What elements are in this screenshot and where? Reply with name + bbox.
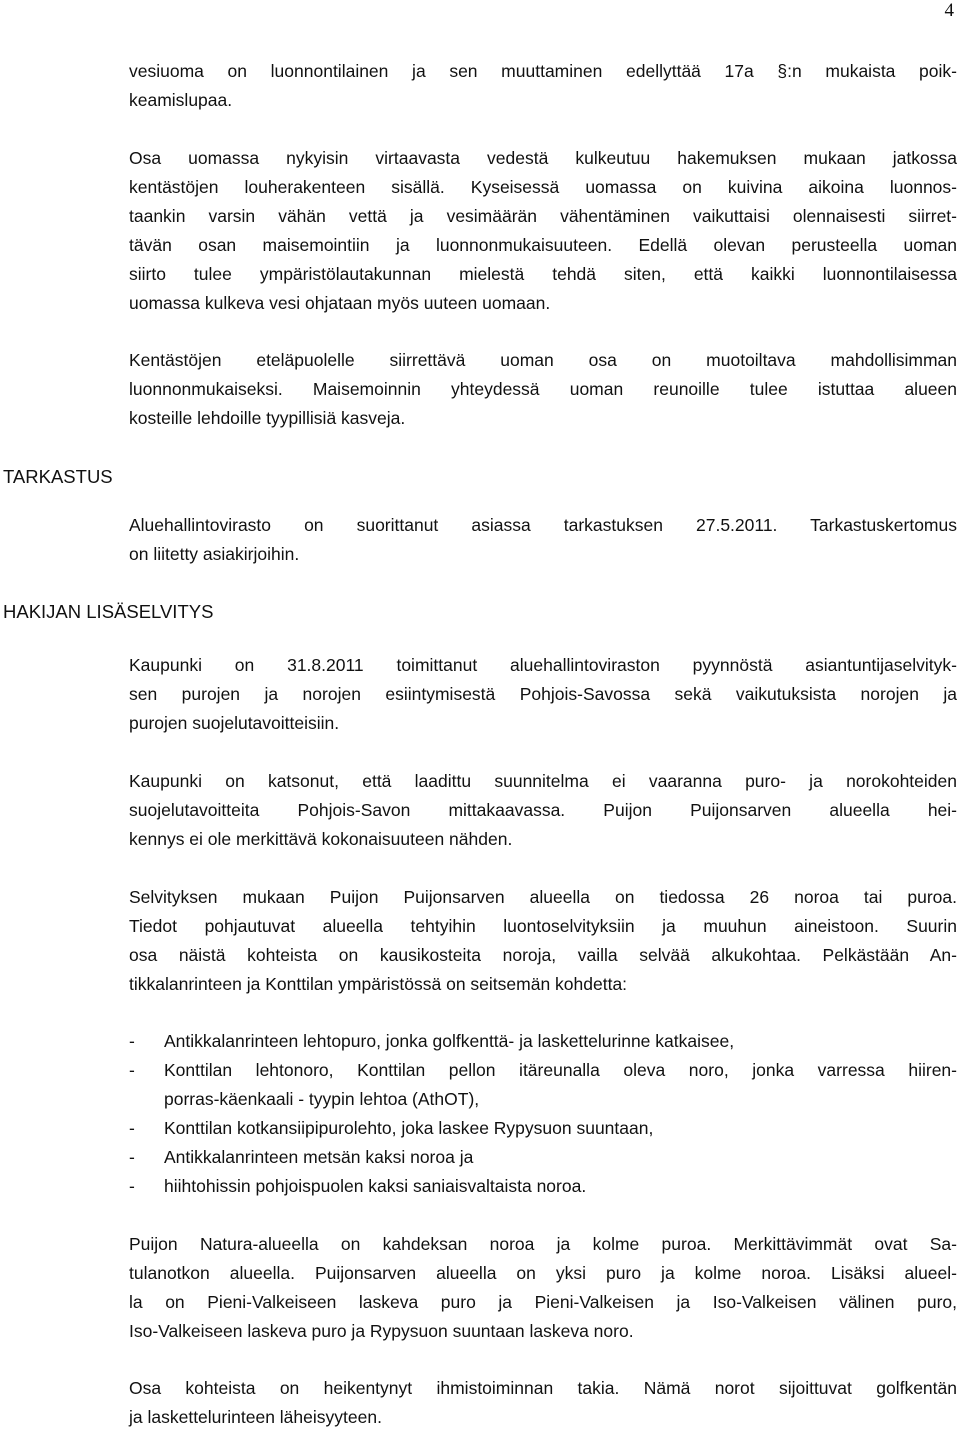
list-item-text: Konttilan kotkansiipipurolehto, joka laskee Rypysuon suuntaan, — [164, 1118, 654, 1138]
text-line: kosteille lehdoille tyypillisiä kasveja. — [129, 408, 406, 428]
text-line: osa näistä kohteista on kausikosteita noroja, vailla selvää alkukohtaa. Pelkästään An- — [129, 945, 957, 965]
text-line: keamislupaa. — [129, 90, 233, 110]
text-line: uomassa kulkeva vesi ohjataan myös uuteen uomaan. — [129, 293, 551, 313]
text-line: kentästöjen louherakenteen sisällä. Kyseisessä uomassa on kuivina aikoina luonnos- — [129, 177, 957, 197]
list-item — [129, 1114, 957, 1143]
text-line: Tiedot pohjautuvat alueella tehtyihin luontoselvityksiin ja muuhun aineistoon. Suurin — [129, 916, 957, 936]
text-line: siirto tulee ympäristölautakunnan mielestä tehdä siten, että kaikki luonnontilaisessa — [129, 264, 957, 284]
section-heading-hakijan-lisaselvitys: HAKIJAN LISÄSELVITYS — [3, 601, 214, 622]
text-line: Aluehallintovirasto on suorittanut asiassa tarkastuksen 27.5.2011. Tarkastuskertomus — [129, 515, 957, 535]
text-line: luonnonmukaiseksi. Maisemoinnin yhteydessä uoman reunoille tulee istuttaa alueen — [129, 379, 957, 399]
text-line: Puijon Natura-alueella on kahdeksan noroa ja kolme puroa. Merkittävimmät ovat Sa- — [129, 1234, 957, 1254]
text-line: suojelutavoitteita Pohjois-Savon mittakaavassa. Puijon Puijonsarven alueella hei- — [129, 800, 957, 820]
text-line: tulanotkon alueella. Puijonsarven alueella on yksi puro ja kolme noroa. Lisäksi alueel- — [129, 1263, 957, 1283]
list-item — [129, 1143, 957, 1172]
text-line: Selvityksen mukaan Puijon Puijonsarven alueella on tiedossa 26 noroa tai puroa. — [129, 887, 957, 907]
text-line: la on Pieni-Valkeiseen laskeva puro ja Pieni-Valkeisen ja Iso-Valkeisen välinen puro, — [129, 1292, 957, 1312]
list-dash: - — [129, 1118, 135, 1138]
list-item-text: Antikkalanrinteen lehtopuro, jonka golfkenttä- ja laskettelurinne katkaisee, — [164, 1031, 735, 1051]
text-line: tikkalanrinteen ja Konttilan ympäristössä on seitsemän kohdetta: — [129, 974, 628, 994]
list-item-text: hiihtohissin pohjoispuolen kaksi saniaisvaltaista noroa. — [164, 1176, 587, 1196]
text-line: Iso-Valkeiseen laskeva puro ja Rypysuon suuntaan laskeva noro. — [129, 1321, 634, 1341]
list-dash: - — [129, 1176, 135, 1196]
list-dash: - — [129, 1147, 135, 1167]
page-number: 4 — [944, 0, 954, 21]
list-dash: - — [129, 1031, 135, 1051]
text-line: taankin varsin vähän vettä ja vesimäärän vähentäminen vaikuttaisi olennaisesti siirret- — [129, 206, 957, 226]
list-item — [129, 1172, 957, 1201]
text-line: purojen suojelutavoitteisiin. — [129, 713, 340, 733]
section-heading-tarkastus: TARKASTUS — [3, 466, 113, 487]
text-line: Osa kohteista on heikentynyt ihmistoiminnan takia. Nämä norot sijoittuvat golfkentän — [129, 1378, 957, 1398]
text-line: Kaupunki on katsonut, että laadittu suunnitelma ei vaaranna puro- ja norokohteiden — [129, 771, 957, 791]
list-item — [129, 1027, 957, 1056]
list-dash: - — [129, 1060, 135, 1080]
list-item-text: porras-käenkaali - tyypin lehtoa (AthOT), — [164, 1089, 480, 1109]
list-item-continuation — [129, 1085, 957, 1114]
list-item-text: Konttilan lehtonoro, Konttilan pellon itäreunalla oleva noro, jonka varressa hiiren- — [164, 1060, 957, 1080]
text-line: Kentästöjen eteläpuolelle siirrettävä uoman osa on muotoiltava mahdollisimman — [129, 350, 957, 370]
text-line: Osa uomassa nykyisin virtaavasta vedestä kulkeutuu hakemuksen mukaan jatkossa — [129, 148, 957, 168]
list-item-text: Antikkalanrinteen metsän kaksi noroa ja — [164, 1147, 474, 1167]
text-line: ja laskettelurinteen läheisyyteen. — [129, 1407, 382, 1427]
text-line: Kaupunki on 31.8.2011 toimittanut aluehallintoviraston pyynnöstä asiantuntijaselvityk- — [129, 655, 957, 675]
text-line: kennys ei ole merkittävä kokonaisuuteen nähden. — [129, 829, 513, 849]
list-item — [129, 1056, 957, 1085]
text-line: vesiuoma on luonnontilainen ja sen muuttaminen edellyttää 17a §:n mukaista poik- — [129, 61, 957, 81]
text-line: on liitetty asiakirjoihin. — [129, 544, 300, 564]
text-line: tävän osan maisemointiin ja luonnonmukaisuuteen. Edellä olevan perusteella uoman — [129, 235, 957, 255]
text-line: sen purojen ja norojen esiintymisestä Pohjois-Savossa sekä vaikutuksista norojen ja — [129, 684, 957, 704]
